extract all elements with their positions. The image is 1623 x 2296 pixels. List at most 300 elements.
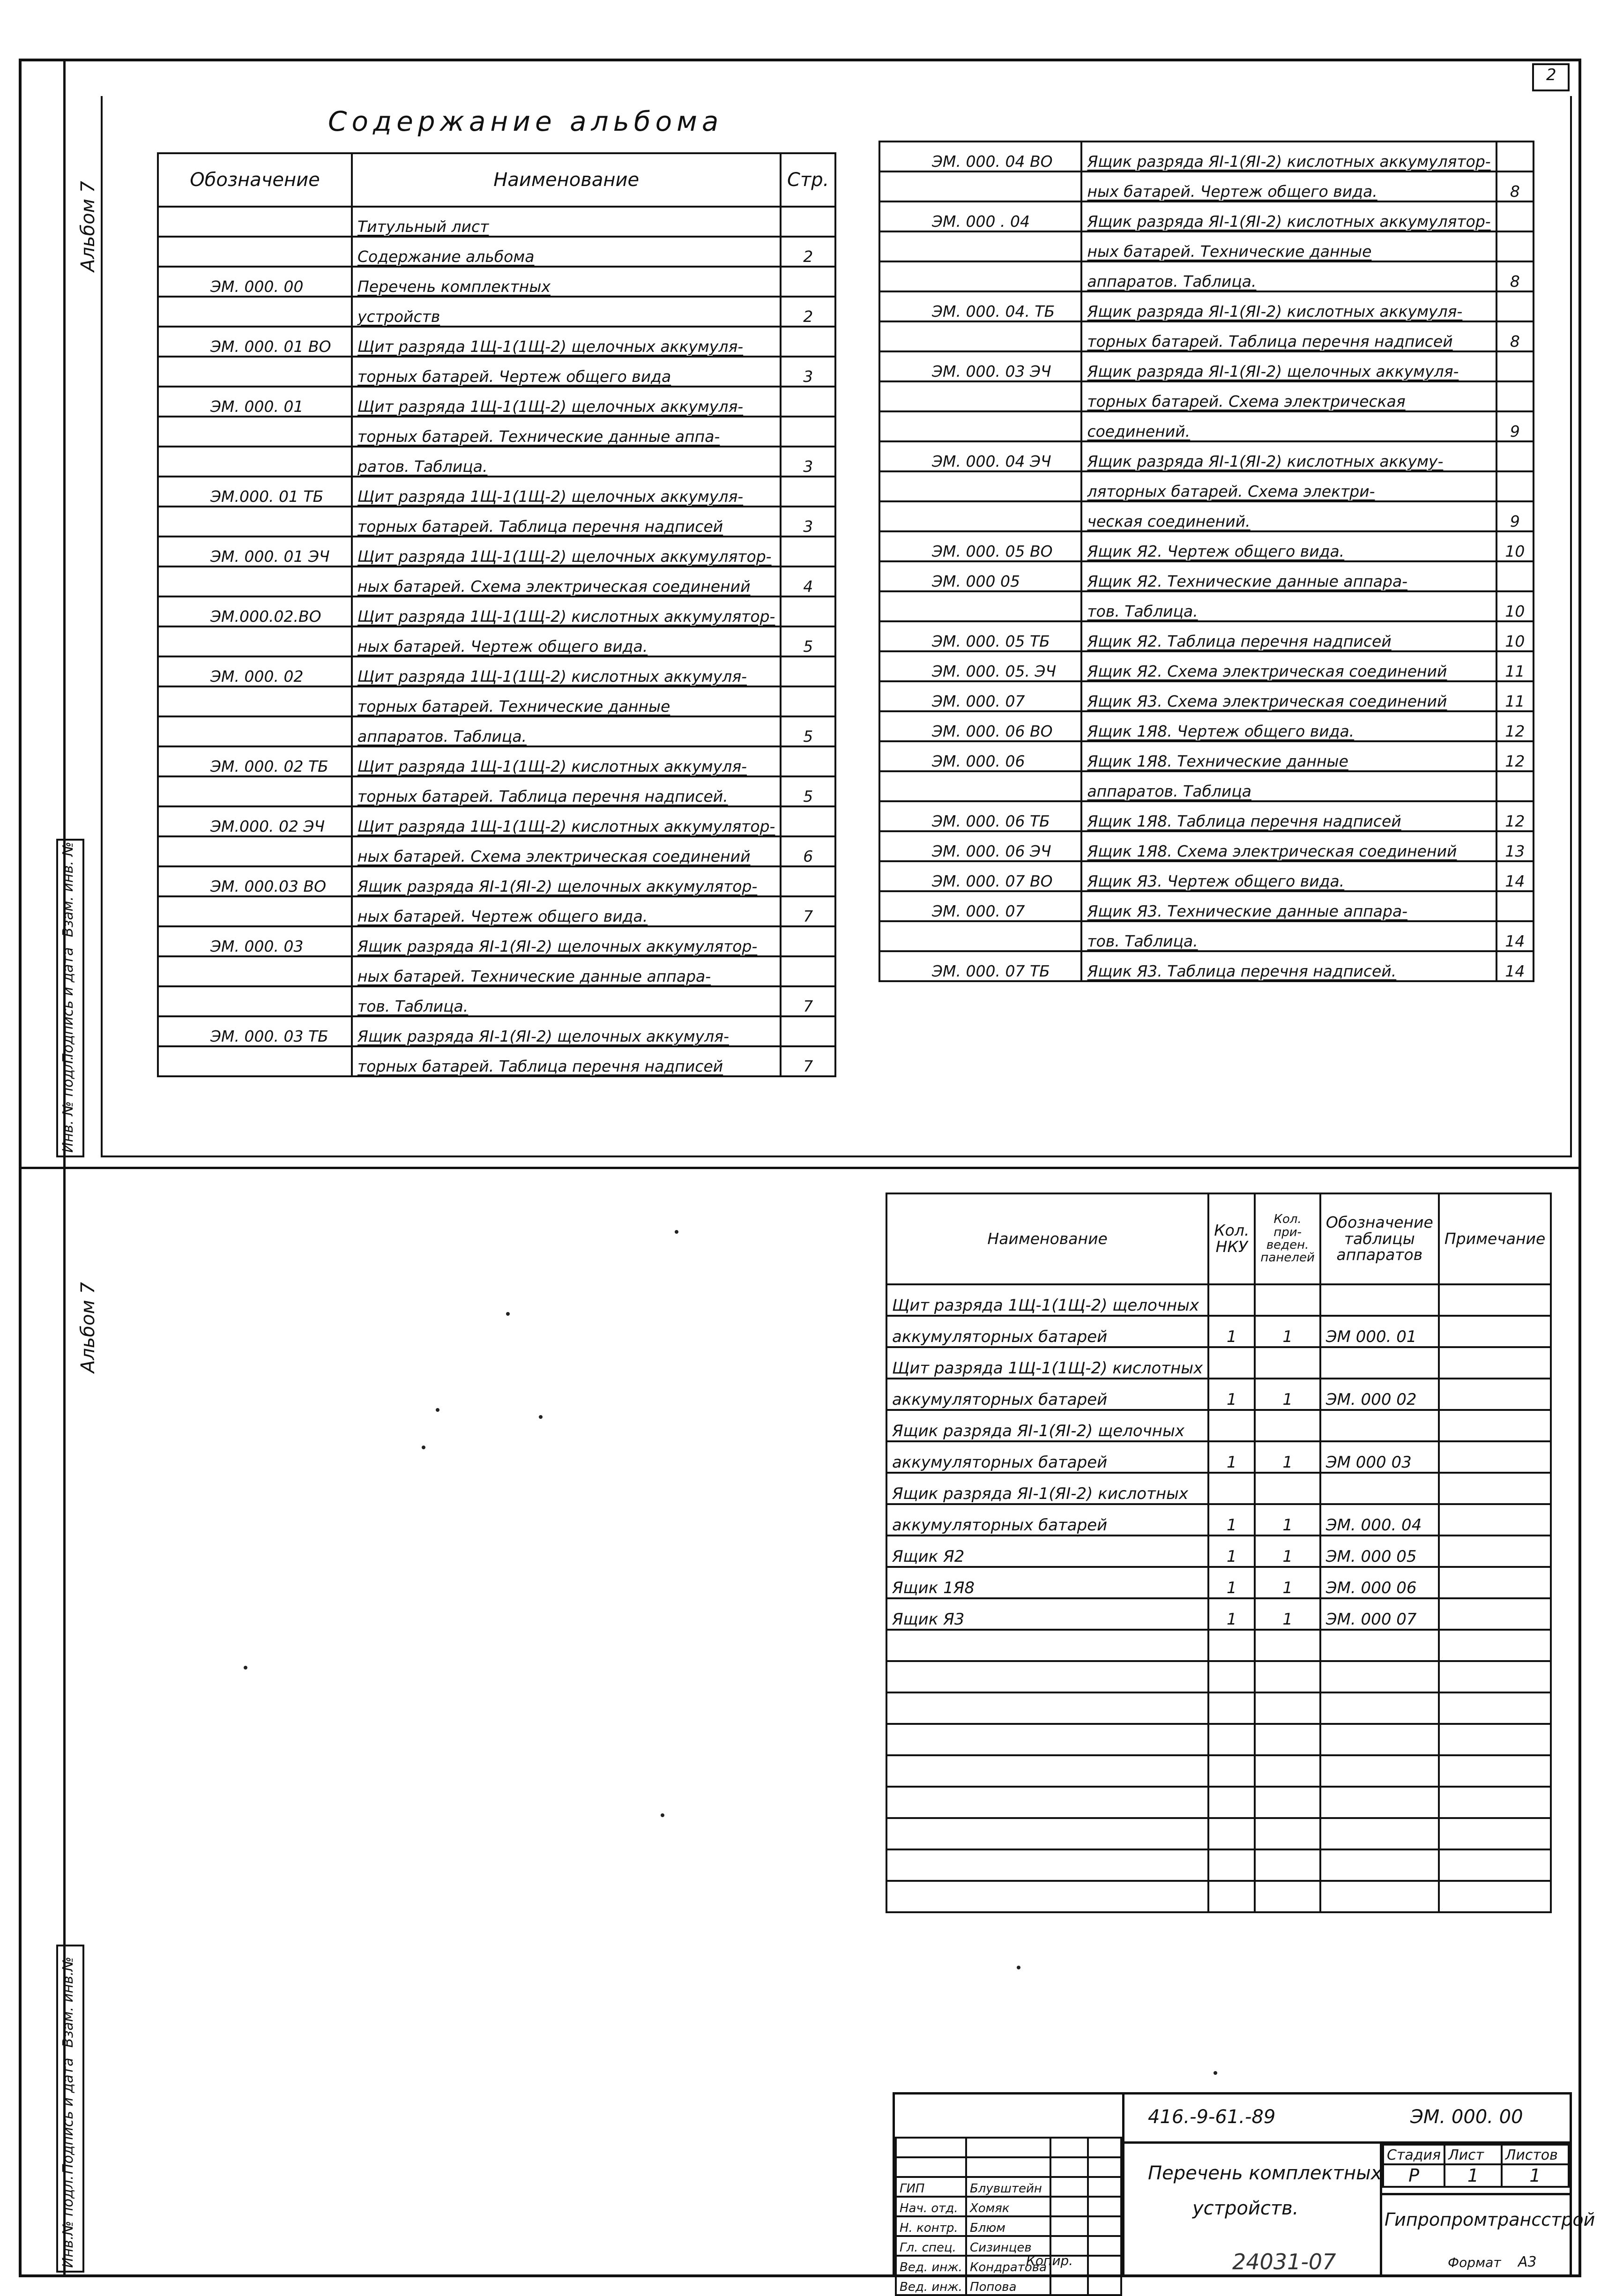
- toc-row: [879, 891, 1534, 921]
- stamp-stage-table: [1382, 2144, 1570, 2188]
- spec-qty: [1208, 1473, 1255, 1504]
- spec-header-qty: Кол. НКУ: [1208, 1193, 1255, 1284]
- toc-code: ЭМ. 000. 04 ВО: [879, 142, 1081, 171]
- toc-page: [1496, 291, 1534, 321]
- spec-note: [1439, 1630, 1551, 1661]
- toc-code: ЭМ. 000. 01: [158, 387, 352, 417]
- toc-row: [158, 417, 835, 447]
- toc-code: [158, 207, 352, 237]
- toc-code: ЭМ. 000. 00: [158, 267, 352, 297]
- stamp-signature-cell: [1050, 2275, 1088, 2295]
- toc-name: Щит разряда 1Щ-1(1Щ-2) кислотных аккумулятор-: [352, 596, 781, 626]
- scan-speck: [506, 1312, 510, 1316]
- spec-qty: [1208, 1692, 1255, 1724]
- spec-qty: [1208, 1724, 1255, 1755]
- toc-row: [158, 656, 835, 686]
- spec-qty: [1208, 1284, 1255, 1316]
- toc-code: ЭМ. 000. 07: [879, 891, 1081, 921]
- spec-qty: [1208, 1755, 1255, 1787]
- scan-speck: [539, 1415, 543, 1419]
- spec-row: [886, 1504, 1551, 1536]
- scan-speck: [244, 1666, 247, 1670]
- toc-code: ЭМ. 000. 02 ТБ: [158, 746, 352, 776]
- toc-page: 7: [781, 896, 835, 926]
- spec-qty: [1208, 1410, 1255, 1441]
- spec-panels: [1255, 1755, 1320, 1787]
- toc-code: ЭМ. 000. 06 ВО: [879, 711, 1081, 741]
- stamp-role: Н. контр.: [896, 2216, 966, 2236]
- spec-note: [1439, 1347, 1551, 1379]
- toc-name: ных батарей. Чертеж общего вида.: [352, 626, 781, 656]
- spec-row: [886, 1818, 1551, 1849]
- spec-code: ЭМ. 000 06: [1320, 1567, 1439, 1598]
- spec-name: [886, 1881, 1208, 1912]
- stamp-stage-value: Р: [1383, 2164, 1444, 2187]
- spec-header-panels: Кол. при- веден. панелей: [1255, 1193, 1320, 1284]
- toc-name: Ящик разряда ЯI-1(ЯI-2) щелочных аккумуля-: [1081, 351, 1496, 381]
- spec-table: [886, 1193, 1552, 1913]
- spec-note: [1439, 1661, 1551, 1692]
- toc-row: [158, 596, 835, 626]
- spec-code: ЭМ 000. 01: [1320, 1316, 1439, 1347]
- toc-code: ЭМ. 000. 03 ТБ: [158, 1016, 352, 1046]
- spec-panels: [1255, 1881, 1320, 1912]
- toc-code: ЭМ. 000. 06 ЭЧ: [879, 831, 1081, 861]
- stamp-role-row: [896, 2256, 1121, 2275]
- toc-name: Ящик разряда ЯI-1(ЯI-2) кислотных аккумуля-: [1081, 291, 1496, 321]
- toc-code: [879, 231, 1081, 261]
- toc-row: [879, 321, 1534, 351]
- side-stamp-top-label-1: Взам. инв. №: [60, 842, 76, 937]
- toc-name: Щит разряда 1Щ-1(1Щ-2) кислотных аккумуля-: [352, 656, 781, 686]
- spec-note: [1439, 1849, 1551, 1881]
- toc-row: [158, 507, 835, 537]
- spec-row: [886, 1755, 1551, 1787]
- toc-code: ЭМ.000. 01 ТБ: [158, 477, 352, 507]
- toc-page: 14: [1496, 951, 1534, 981]
- toc-name: Перечень комплектных: [352, 267, 781, 297]
- toc-page: [781, 387, 835, 417]
- toc-table-right: [879, 141, 1534, 982]
- toc-page: [781, 417, 835, 447]
- toc-code: [158, 896, 352, 926]
- toc-name: ческая соединений.: [1081, 501, 1496, 531]
- toc-row: [158, 716, 835, 746]
- spec-panels: [1255, 1347, 1320, 1379]
- toc-name: торных батарей. Чертеж общего вида: [352, 357, 781, 387]
- spec-row: [886, 1567, 1551, 1598]
- spec-row: [886, 1598, 1551, 1630]
- spec-qty: 1: [1208, 1441, 1255, 1473]
- spec-panels: [1255, 1630, 1320, 1661]
- toc-page: 12: [1496, 711, 1534, 741]
- toc-name: торных батарей. Таблица перечня надписей: [352, 507, 781, 537]
- spec-code: [1320, 1692, 1439, 1724]
- spec-qty: [1208, 1849, 1255, 1881]
- toc-name: тов. Таблица.: [1081, 591, 1496, 621]
- spec-qty: 1: [1208, 1316, 1255, 1347]
- spec-name: Ящик разряда ЯI-1(ЯI-2) щелочных: [886, 1410, 1208, 1441]
- stamp-empty-cell: [896, 2138, 966, 2157]
- spec-note: [1439, 1598, 1551, 1630]
- toc-page: [1496, 142, 1534, 171]
- toc-code: [158, 716, 352, 746]
- spec-header-name: Наименование: [886, 1193, 1208, 1284]
- stamp-role: Гл. спец.: [896, 2236, 966, 2256]
- toc-code: ЭМ. 000. 01 ВО: [158, 327, 352, 357]
- toc-name: Ящик Я2. Чертеж общего вида.: [1081, 531, 1496, 561]
- spec-header: [886, 1193, 1551, 1284]
- spec-row: [886, 1347, 1551, 1379]
- toc-code: ЭМ. 000. 05. ЭЧ: [879, 651, 1081, 681]
- stamp-signature-cell: [1050, 2177, 1088, 2197]
- spec-name: Щит разряда 1Щ-1(1Щ-2) щелочных: [886, 1284, 1208, 1316]
- spec-note: [1439, 1536, 1551, 1567]
- toc-name: Ящик разряда ЯI-1(ЯI-2) щелочных аккумуля-: [352, 1016, 781, 1046]
- toc-page: [781, 477, 835, 507]
- spec-note: [1439, 1316, 1551, 1347]
- toc-table-left: [157, 152, 836, 1077]
- spec-code: [1320, 1818, 1439, 1849]
- stamp-sheets-label: Листов: [1502, 2145, 1569, 2164]
- toc-name: торных батарей. Таблица перечня надписей: [1081, 321, 1496, 351]
- toc-row: [879, 201, 1534, 231]
- toc-name: ратов. Таблица.: [352, 447, 781, 477]
- stamp-empty-cell: [966, 2138, 1050, 2157]
- spec-panels: [1255, 1284, 1320, 1316]
- spec-name: [886, 1849, 1208, 1881]
- toc-code: [879, 591, 1081, 621]
- toc-page: 14: [1496, 921, 1534, 951]
- side-stamp-bottom-label-1: Взам. инв.№: [60, 1956, 76, 2048]
- toc-page: [1496, 891, 1534, 921]
- toc-row: [158, 866, 835, 896]
- page-number: 2: [1546, 66, 1556, 84]
- spec-row: [886, 1473, 1551, 1504]
- toc-page: 5: [781, 626, 835, 656]
- toc-code: [158, 986, 352, 1016]
- scan-speck: [422, 1446, 425, 1449]
- toc-row: [158, 686, 835, 716]
- spec-code: [1320, 1755, 1439, 1787]
- stamp-role: Нач. отд.: [896, 2197, 966, 2216]
- toc-row: [879, 142, 1534, 171]
- toc-page: [781, 806, 835, 836]
- spec-code: [1320, 1630, 1439, 1661]
- spec-qty: 1: [1208, 1567, 1255, 1598]
- toc-name: Ящик разряда ЯI-1(ЯI-2) кислотных аккуму-: [1081, 441, 1496, 471]
- spec-note: [1439, 1567, 1551, 1598]
- toc-row: [879, 471, 1534, 501]
- toc-row: [879, 411, 1534, 441]
- spec-code: [1320, 1473, 1439, 1504]
- toc-page: [781, 207, 835, 237]
- toc-page: [1496, 771, 1534, 801]
- spec-note: [1439, 1818, 1551, 1849]
- spec-note: [1439, 1379, 1551, 1410]
- toc-code: ЭМ. 000. 05 ТБ: [879, 621, 1081, 651]
- toc-row: [879, 531, 1534, 561]
- spec-panels: [1255, 1818, 1320, 1849]
- stamp-role-row: [896, 2236, 1121, 2256]
- scan-speck: [661, 1813, 664, 1817]
- toc-name: Ящик разряда ЯI-1(ЯI-2) кислотных аккумулятор-: [1081, 142, 1496, 171]
- toc-page: [781, 327, 835, 357]
- spec-panels: [1255, 1849, 1320, 1881]
- toc-left-header: [158, 153, 835, 207]
- stamp-signature-cell: [1050, 2216, 1088, 2236]
- toc-page: [781, 686, 835, 716]
- spec-name: [886, 1755, 1208, 1787]
- stamp-project: 416.-9-61.-89: [1148, 2106, 1276, 2128]
- spec-row: [886, 1316, 1551, 1347]
- side-stamp-bottom-label-3: Инв.№ подл.: [60, 2175, 76, 2268]
- toc-page: 5: [781, 716, 835, 746]
- spec-header-note: Примечание: [1439, 1193, 1551, 1284]
- toc-code: [158, 1046, 352, 1076]
- toc-code: [879, 501, 1081, 531]
- spec-row: [886, 1787, 1551, 1818]
- toc-name: Ящик разряда ЯI-1(ЯI-2) щелочных аккумулятор-: [352, 926, 781, 956]
- toc-name: Ящик Я2. Таблица перечня надписей: [1081, 621, 1496, 651]
- toc-name: торных батарей. Технические данные: [352, 686, 781, 716]
- toc-name: Ящик 1Я8. Схема электрическая соединений: [1081, 831, 1496, 861]
- toc-row: [879, 441, 1534, 471]
- toc-name: Ящик Я3. Чертеж общего вида.: [1081, 861, 1496, 891]
- toc-name: Ящик Я3. Технические данные аппара-: [1081, 891, 1496, 921]
- toc-code: ЭМ. 000. 03 ЭЧ: [879, 351, 1081, 381]
- toc-code: ЭМ. 000 . 04: [879, 201, 1081, 231]
- toc-name: аппаратов. Таблица.: [352, 716, 781, 746]
- spec-note: [1439, 1284, 1551, 1316]
- toc-row: [158, 207, 835, 237]
- toc-name: Щит разряда 1Щ-1(1Щ-2) щелочных аккумуля-: [352, 477, 781, 507]
- toc-name: Ящик разряда ЯI-1(ЯI-2) щелочных аккумулятор-: [352, 866, 781, 896]
- toc-page: 6: [781, 836, 835, 866]
- spec-code: [1320, 1661, 1439, 1692]
- toc-name: Ящик 1Я8. Чертеж общего вида.: [1081, 711, 1496, 741]
- toc-name: Ящик 1Я8. Технические данные: [1081, 741, 1496, 771]
- toc-page: 3: [781, 507, 835, 537]
- spec-row: [886, 1849, 1551, 1881]
- stamp-empty-cell: [896, 2157, 966, 2177]
- toc-name: торных батарей. Таблица перечня надписей: [352, 1046, 781, 1076]
- toc-code: ЭМ. 000. 07: [879, 681, 1081, 711]
- spec-name: аккумуляторных батарей: [886, 1441, 1208, 1473]
- spec-qty: [1208, 1661, 1255, 1692]
- toc-page: 9: [1496, 411, 1534, 441]
- toc-name: аппаратов. Таблица: [1081, 771, 1496, 801]
- toc-name: Ящик Я3. Таблица перечня надписей.: [1081, 951, 1496, 981]
- toc-code: [879, 261, 1081, 291]
- stamp-role-row: [896, 2197, 1121, 2216]
- stamp-roles: [895, 2137, 1122, 2296]
- toc-name: ных батарей. Чертеж общего вида.: [352, 896, 781, 926]
- toc-row: [879, 741, 1534, 771]
- stamp-doc-code: ЭМ. 000. 00: [1410, 2106, 1523, 2128]
- toc-row: [879, 621, 1534, 651]
- stamp-sheet-value: 1: [1444, 2164, 1502, 2187]
- toc-row: [158, 986, 835, 1016]
- toc-name: устройств: [352, 297, 781, 327]
- toc-page: 3: [781, 447, 835, 477]
- toc-page: [1496, 381, 1534, 411]
- spec-code: ЭМ. 000 07: [1320, 1598, 1439, 1630]
- toc-code: [158, 567, 352, 596]
- toc-row: [158, 1046, 835, 1076]
- toc-code: [158, 297, 352, 327]
- spec-row: [886, 1881, 1551, 1912]
- spec-panels: [1255, 1473, 1320, 1504]
- album-label-top: Альбом 7: [77, 181, 99, 272]
- toc-code: [879, 381, 1081, 411]
- toc-row: [879, 591, 1534, 621]
- stamp-signature-cell: [1088, 2177, 1121, 2197]
- stamp-signature-cell: [1050, 2197, 1088, 2216]
- toc-code: ЭМ. 000.03 ВО: [158, 866, 352, 896]
- spec-panels: [1255, 1410, 1320, 1441]
- stamp-doc-title-2: устройств.: [1192, 2198, 1299, 2219]
- toc-page: [1496, 441, 1534, 471]
- toc-page: 10: [1496, 621, 1534, 651]
- spec-qty: 1: [1208, 1536, 1255, 1567]
- side-stamp-top-label-3: Инв. № подл.: [60, 1056, 76, 1153]
- spec-qty: [1208, 1787, 1255, 1818]
- toc-page: 3: [781, 357, 835, 387]
- toc-row: [879, 681, 1534, 711]
- stamp-empty-row: [896, 2157, 1121, 2177]
- spec-note: [1439, 1787, 1551, 1818]
- toc-name: Щит разряда 1Щ-1(1Щ-2) щелочных аккумулятор-: [352, 537, 781, 567]
- toc-name: соединений.: [1081, 411, 1496, 441]
- toc-name: Щит разряда 1Щ-1(1Щ-2) щелочных аккумуля-: [352, 327, 781, 357]
- toc-page: [1496, 561, 1534, 591]
- toc-code: ЭМ. 000. 05 ВО: [879, 531, 1081, 561]
- spec-name: Ящик Я3: [886, 1598, 1208, 1630]
- toc-row: [879, 921, 1534, 951]
- toc-page: [1496, 231, 1534, 261]
- toc-code: [879, 771, 1081, 801]
- spec-note: [1439, 1473, 1551, 1504]
- stamp-role: Вед. инж.: [896, 2275, 966, 2295]
- toc-page: 11: [1496, 651, 1534, 681]
- toc-page: [781, 866, 835, 896]
- spec-code: [1320, 1881, 1439, 1912]
- toc-name: Ящик Я2. Технические данные аппара-: [1081, 561, 1496, 591]
- spec-qty: 1: [1208, 1598, 1255, 1630]
- toc-title: Содержание альбома: [328, 105, 723, 137]
- stamp-empty-cell: [1050, 2138, 1088, 2157]
- col-header-page: Стр.: [781, 153, 835, 207]
- spec-code: [1320, 1347, 1439, 1379]
- spec-note: [1439, 1441, 1551, 1473]
- toc-page: [781, 267, 835, 297]
- toc-name: Ящик разряда ЯI-1(ЯI-2) кислотных аккумулятор-: [1081, 201, 1496, 231]
- stamp-signature-cell: [1088, 2197, 1121, 2216]
- stamp-role: ГИП: [896, 2177, 966, 2197]
- spec-row: [886, 1661, 1551, 1692]
- toc-row: [158, 806, 835, 836]
- spec-row: [886, 1379, 1551, 1410]
- spec-name: Ящик Я2: [886, 1536, 1208, 1567]
- toc-page: 5: [781, 776, 835, 806]
- toc-row: [158, 477, 835, 507]
- toc-row: [879, 771, 1534, 801]
- toc-page: [781, 746, 835, 776]
- toc-page: [1496, 201, 1534, 231]
- toc-page: [781, 596, 835, 626]
- stamp-role-row: [896, 2177, 1121, 2197]
- toc-row: [158, 297, 835, 327]
- spec-note: [1439, 1881, 1551, 1912]
- col-header-code: Обозначение: [158, 153, 352, 207]
- toc-row: [879, 801, 1534, 831]
- spec-name: Ящик 1Я8: [886, 1567, 1208, 1598]
- toc-page: 2: [781, 297, 835, 327]
- spec-row: [886, 1441, 1551, 1473]
- spec-row: [886, 1630, 1551, 1661]
- scan-speck: [1017, 1966, 1020, 1969]
- spec-header-table-code: Обозначение таблицы аппаратов: [1320, 1193, 1439, 1284]
- stamp-doc-title-1: Перечень комплектных: [1148, 2162, 1382, 2184]
- toc-code: ЭМ. 000. 04 ЭЧ: [879, 441, 1081, 471]
- spec-code: ЭМ 000 03: [1320, 1441, 1439, 1473]
- toc-page: 8: [1496, 321, 1534, 351]
- spec-row: [886, 1536, 1551, 1567]
- toc-code: [158, 447, 352, 477]
- toc-name: тов. Таблица.: [352, 986, 781, 1016]
- side-stamp-bottom-label-2: Подпись и дата: [60, 2057, 76, 2174]
- toc-page: 4: [781, 567, 835, 596]
- stamp-format-label: Формат: [1448, 2255, 1501, 2270]
- col-header-name: Наименование: [352, 153, 781, 207]
- stamp-organization: Гипропромтрансстрой: [1385, 2209, 1595, 2230]
- toc-page: 10: [1496, 531, 1534, 561]
- toc-code: [158, 357, 352, 387]
- spec-name: [886, 1692, 1208, 1724]
- toc-row: [879, 351, 1534, 381]
- toc-code: [879, 411, 1081, 441]
- toc-row: [879, 861, 1534, 891]
- stamp-sheet-label: Лист: [1444, 2145, 1502, 2164]
- toc-row: [158, 447, 835, 477]
- spec-code: [1320, 1724, 1439, 1755]
- toc-row: [158, 626, 835, 656]
- stamp-role: Вед. инж.: [896, 2256, 966, 2275]
- stamp-person: Хомяк: [966, 2197, 1050, 2216]
- toc-row: [158, 776, 835, 806]
- spec-code: [1320, 1284, 1439, 1316]
- spec-name: аккумуляторных батарей: [886, 1316, 1208, 1347]
- spec-code: [1320, 1410, 1439, 1441]
- stamp-empty-cell: [1088, 2157, 1121, 2177]
- toc-code: ЭМ. 000. 06 ТБ: [879, 801, 1081, 831]
- spec-panels: 1: [1255, 1504, 1320, 1536]
- toc-page: 14: [1496, 861, 1534, 891]
- spec-row: [886, 1284, 1551, 1316]
- spec-panels: 1: [1255, 1379, 1320, 1410]
- spec-panels: 1: [1255, 1598, 1320, 1630]
- toc-row: [158, 387, 835, 417]
- toc-page: 13: [1496, 831, 1534, 861]
- toc-row: [158, 836, 835, 866]
- title-block-divider-1: [1122, 2092, 1124, 2277]
- toc-page: 8: [1496, 171, 1534, 201]
- spec-note: [1439, 1692, 1551, 1724]
- toc-row: [879, 561, 1534, 591]
- toc-name: торных батарей. Таблица перечня надписей.: [352, 776, 781, 806]
- toc-code: [158, 836, 352, 866]
